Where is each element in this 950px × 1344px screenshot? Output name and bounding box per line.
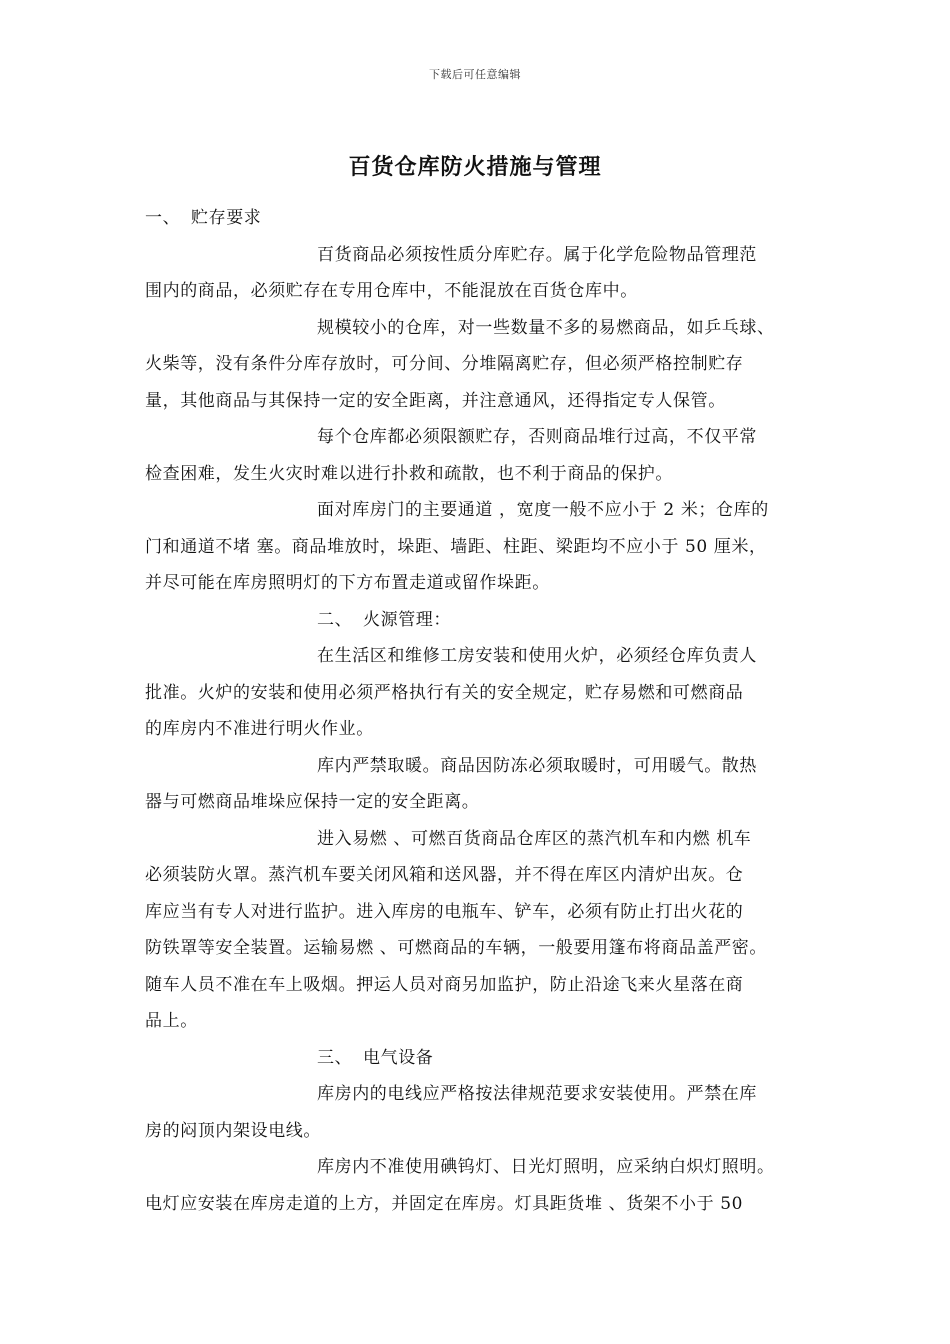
section-number: 一、 xyxy=(145,208,181,228)
section-heading-1 xyxy=(145,200,823,237)
section-number: 三、 xyxy=(317,1047,353,1068)
section-heading-2 xyxy=(145,602,823,639)
paragraph-line: 规模较小的仓库，对一些数量不多的易燃商品，如乒乓球、 xyxy=(317,317,775,338)
paragraph-line: 库房内的电线应严格按法律规范要求安装使用。严禁在库 xyxy=(317,1084,757,1104)
paragraph-line: 量，其他商品与其保持一定的安全距离，并注意通风，还得指定专人保管。 xyxy=(145,390,726,411)
header-note: 下载后可任意编辑 xyxy=(429,68,521,81)
paragraph-line: 门和通道不堵 塞。商品堆放时，垛距、墙距、柱距、梁距均不应小于 50 厘米， xyxy=(145,536,767,557)
paragraph-line: 房的闷顶内架设电线。 xyxy=(145,1120,321,1141)
paragraph-line: 防铁罩等安全装置。运输易燃 、可燃商品的车辆，一般要用篷布将商品盖严密。 xyxy=(145,938,768,958)
document-title: 百货仓库防火措施与管理 xyxy=(348,154,602,180)
paragraph-line: 电灯应安装在库房走道的上方，并固定在库房。灯具距货堆 、货架不小于 50 xyxy=(145,1193,744,1214)
document-body xyxy=(145,200,823,1222)
paragraph-line: 必须装防火罩。蒸汽机车要关闭风箱和送风器，并不得在库区内清炉出灰。仓 xyxy=(145,865,744,885)
paragraph-line: 在生活区和维修工房安装和使用火炉，必须经仓库负责人 xyxy=(317,646,757,666)
section-label: 火源管理： xyxy=(363,609,451,630)
paragraph-line: 面对库房门的主要通道 ，宽度一般不应小于 2 米；仓库的 xyxy=(317,500,769,520)
section-heading-3 xyxy=(145,1040,823,1077)
paragraph-line: 库内严禁取暖。商品因防冻必须取暖时，可用暖气。散热 xyxy=(317,755,757,776)
paragraph-line: 批准。火炉的安装和使用必须严格执行有关的安全规定，贮存易燃和可燃商品 xyxy=(145,682,744,703)
paragraph-line: 器与可燃商品堆垛应保持一定的安全距离。 xyxy=(145,792,480,812)
paragraph-line: 围内的商品，必须贮存在专用仓库中，不能混放在百货仓库中。 xyxy=(145,281,638,301)
paragraph-line: 库房内不准使用碘钨灯、日光灯照明，应采纳白炽灯照明。 xyxy=(317,1157,775,1177)
paragraph-line: 库应当有专人对进行监护。进入库房的电瓶车、铲车，必须有防止打出火花的 xyxy=(145,901,744,922)
paragraph-line: 火柴等，没有条件分库存放时，可分间、分堆隔离贮存，但必须严格控制贮存 xyxy=(145,354,744,374)
section-label: 电气设备 xyxy=(363,1047,434,1068)
paragraph-line: 品上。 xyxy=(145,1011,198,1031)
paragraph-line: 检查困难，发生火灾时难以进行扑救和疏散，也不利于商品的保护。 xyxy=(145,463,673,484)
paragraph-line: 并尽可能在库房照明灯的下方布置走道或留作垛距。 xyxy=(145,573,550,593)
section-number: 二、 xyxy=(317,609,353,630)
paragraph-line: 进入易燃 、可燃百货商品仓库区的蒸汽机车和内燃 机车 xyxy=(317,828,752,849)
paragraph-line: 随车人员不准在车上吸烟。押运人员对商另加监护，防止沿途飞来火星落在商 xyxy=(145,974,744,995)
section-label: 贮存要求 xyxy=(191,208,262,228)
paragraph-line: 的库房内不准进行明火作业。 xyxy=(145,719,374,739)
paragraph-line: 百货商品必须按性质分库贮存。属于化学危险物品管理范 xyxy=(317,244,757,265)
paragraph-line: 每个仓库都必须限额贮存，否则商品堆行过高，不仅平常 xyxy=(317,427,757,447)
